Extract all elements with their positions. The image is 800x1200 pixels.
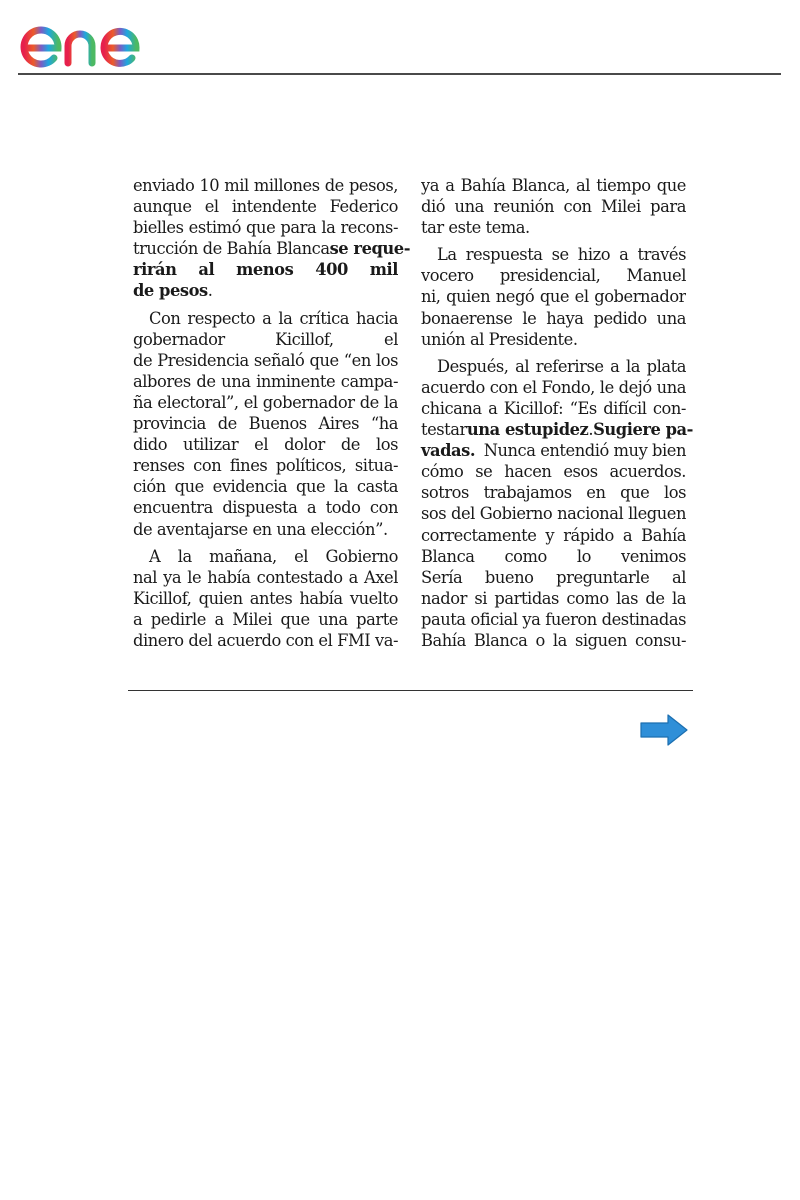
article-line: ni, quien negó que el gobernador bbox=[421, 287, 686, 307]
footer-rule bbox=[128, 690, 693, 691]
article-line bbox=[133, 280, 398, 301]
article-line: albores de una inminente campa- bbox=[133, 371, 398, 391]
article-line: dinero del acuerdo con el FMI va- bbox=[133, 630, 398, 650]
article-line: chicana a Kicillof: “Es difícil con- bbox=[421, 398, 686, 418]
right-arrow-icon[interactable] bbox=[638, 712, 690, 748]
article-line: dido utilizar el dolor de los bbox=[133, 435, 398, 455]
article-line: Con respecto a la crítica hacia bbox=[149, 308, 398, 328]
article-line: renses con fines políticos, situa- bbox=[133, 456, 398, 476]
article-line: aunque el intendente Federico bbox=[133, 197, 398, 217]
article-bold-text: una estupidez bbox=[466, 420, 589, 440]
article-line: bielles estimó que para la recons- bbox=[133, 218, 398, 238]
article-line: A la mañana, el Gobierno bbox=[149, 546, 398, 566]
article-line: tar este tema. bbox=[421, 218, 530, 238]
article-text: . bbox=[207, 281, 213, 301]
enel-logo bbox=[18, 10, 170, 68]
article-line: ción que evidencia que la casta bbox=[133, 477, 398, 497]
article-bold-text: se reque- bbox=[329, 239, 411, 259]
article-text bbox=[467, 419, 593, 440]
article-line: a pedirle a Milei que una parte bbox=[133, 609, 398, 629]
article-line: unión al Presidente. bbox=[421, 329, 578, 349]
article-line: Después, al referirse a la plata bbox=[437, 356, 686, 376]
article-line: gobernador Kicillof, el bbox=[133, 329, 398, 349]
article-line: Blanca como lo venimos bbox=[421, 546, 686, 566]
article-line: bonaerense le haya pedido una bbox=[421, 308, 686, 328]
article-line: La respuesta se hizo a través bbox=[437, 245, 686, 265]
article-bold-line: rirán al menos 400 mil bbox=[133, 260, 398, 280]
article-line: vocero presidencial, Manuel bbox=[421, 266, 686, 286]
article-line: pauta oficial ya fueron destinadas bbox=[421, 609, 686, 629]
article-line: sos del Gobierno nacional lleguen bbox=[421, 504, 686, 524]
article-bold-text: vadas. bbox=[421, 441, 476, 461]
article-line: Bahía Blanca o la siguen consu- bbox=[421, 630, 686, 650]
article-line: cómo se hacen esos acuerdos. bbox=[421, 462, 686, 482]
article-line: de Presidencia señaló que “en los bbox=[133, 350, 398, 370]
article-text: testar bbox=[421, 420, 467, 440]
article-line: Sería bueno preguntarle al bbox=[421, 567, 686, 587]
article-line bbox=[133, 238, 411, 259]
article-line bbox=[421, 440, 686, 461]
article-line: ña electoral”, el gobernador de la bbox=[133, 392, 398, 412]
article-line bbox=[421, 419, 693, 440]
article-right-column bbox=[421, 175, 693, 651]
article-line: nal ya le había contestado a Axel bbox=[133, 567, 398, 587]
article-line: acuerdo con el Fondo, le dejó una bbox=[421, 377, 686, 397]
article-line: enviado 10 mil millones de pesos, bbox=[133, 176, 398, 195]
article-line: Kicillof, quien antes había vuelto bbox=[133, 588, 398, 608]
article-line: provincia de Buenos Aires “ha bbox=[133, 414, 398, 434]
article-bold-text: de pesos bbox=[133, 281, 208, 301]
header-rule bbox=[18, 73, 781, 75]
article-line: ya a Bahía Blanca, al tiempo que bbox=[421, 176, 686, 195]
article-text: trucción de Bahía Blanca bbox=[133, 239, 330, 259]
article-line: nador si partidas como las de la bbox=[421, 588, 686, 608]
article-line: de aventajarse en una elección”. bbox=[133, 519, 388, 539]
article-line: correctamente y rápido a Bahía bbox=[421, 525, 686, 545]
article-text: Nunca entendió muy bien bbox=[483, 441, 686, 461]
article-bold-text: Sugiere pa- bbox=[593, 420, 693, 440]
article-line: sotros trabajamos en que los bbox=[421, 483, 686, 503]
article-line: encuentra dispuesta a todo con bbox=[133, 498, 398, 518]
article-left-column bbox=[133, 175, 411, 651]
article-text: . bbox=[588, 420, 594, 440]
article-line: dió una reunión con Milei para bbox=[421, 197, 686, 217]
